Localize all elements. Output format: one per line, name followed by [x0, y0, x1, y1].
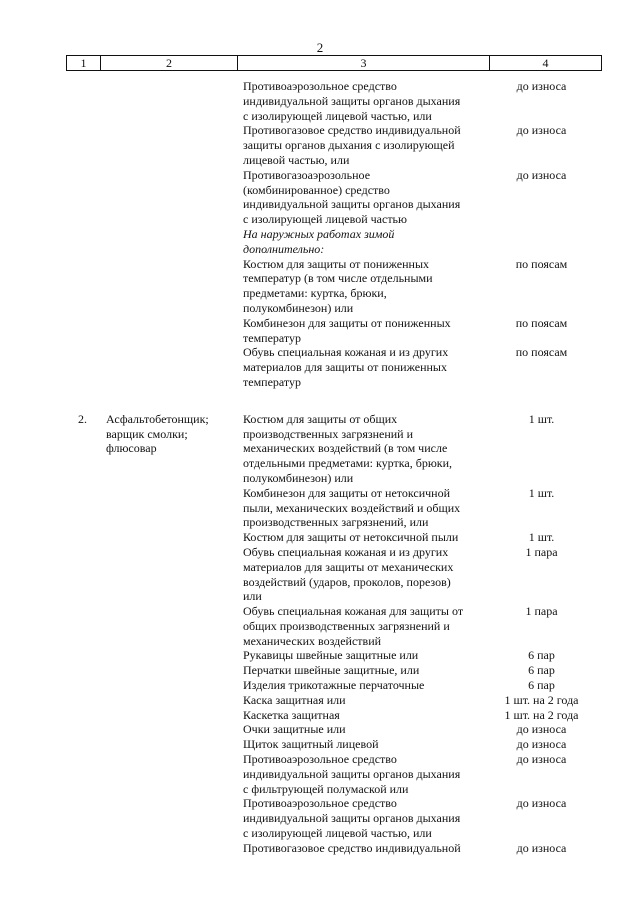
item-name [243, 168, 483, 227]
ppe-item [0, 604, 640, 648]
item-quantity [483, 227, 600, 257]
item-name-line: с изолирующей лицевой частью [243, 212, 407, 227]
ppe-item [0, 257, 640, 316]
item-name-line: Противогазовое средство индивидуальной [243, 123, 461, 138]
item-name-line: Комбинезон для защиты от пониженных [243, 315, 451, 330]
item-name-line: температур [243, 374, 302, 389]
item-name-line: Обувь специальная кожаная и из других [243, 544, 449, 559]
item-quantity: 1 шт. [528, 485, 555, 500]
ppe-item [0, 752, 640, 796]
item-name [243, 257, 483, 316]
item-quantity: 6 пар [528, 648, 555, 663]
item-name-line: защиты органов дыхания с изолирующей [243, 138, 455, 153]
ppe-item [0, 412, 640, 486]
item-name [243, 545, 483, 604]
row-gap [0, 390, 640, 412]
item-quantity: до износа [516, 796, 567, 811]
item-name-line: Очки защитные или [243, 722, 346, 737]
item-quantity: до износа [516, 737, 567, 752]
item-name-line: механических воздействий (в том числе [243, 441, 448, 456]
section-note [243, 227, 483, 257]
ppe-item [0, 796, 640, 840]
item-name [243, 486, 483, 530]
item-name-line: Обувь специальная кожаная и из других [243, 345, 449, 360]
item-name-line: (комбинированное) средство [243, 182, 390, 197]
item-name-line: Рукавицы швейные защитные или [243, 648, 419, 663]
item-name [243, 796, 483, 840]
item-name [243, 123, 483, 167]
profession-line: Асфальтобетонщик; [106, 411, 209, 426]
item-name-line: дополнительно: [243, 241, 325, 256]
item-name [243, 316, 483, 346]
row-number: 2. [78, 411, 87, 426]
table-header [66, 55, 602, 71]
item-name-line: Противогазовое средство индивидуальной [243, 840, 461, 855]
item-quantity: по поясам [515, 315, 568, 330]
profession-line: варщик смолки; [106, 426, 188, 441]
item-quantity: 1 пара [525, 604, 558, 619]
ppe-item [0, 227, 640, 257]
item-quantity: 1 шт. [528, 411, 555, 426]
item-name-line: пыли, механических воздействий и общих [243, 500, 461, 515]
item-name-line: Каскетка защитная [243, 707, 340, 722]
ppe-item [0, 708, 640, 723]
item-name [243, 722, 483, 737]
item-name-line: с изолирующей лицевой частью, или [243, 108, 432, 123]
profession-line: флюсовар [106, 441, 157, 456]
item-quantity: по поясам [515, 345, 568, 360]
item-name-line: Костюм для защиты от общих [243, 411, 398, 426]
item-quantity: до износа [516, 79, 567, 93]
item-name-line: Противоаэрозольное средство [243, 796, 397, 811]
item-quantity: до износа [516, 167, 567, 182]
item-quantity: 6 пар [528, 678, 555, 693]
item-name [243, 737, 483, 752]
item-name-line: предметами: куртка, брюки, [243, 286, 387, 301]
item-name-line: производственных загрязнений, или [243, 515, 429, 530]
ppe-item [0, 737, 640, 752]
item-name-line: Противоаэрозольное средство [243, 752, 397, 767]
ppe-item [0, 530, 640, 545]
item-name-line: индивидуальной защиты органов дыхания [243, 811, 461, 826]
item-name [243, 663, 483, 678]
item-quantity: до износа [516, 840, 567, 855]
table-body [0, 79, 640, 856]
item-name-line: Костюм для защиты от пониженных [243, 256, 430, 271]
item-quantity: до износа [516, 123, 567, 138]
item-name [243, 345, 483, 389]
item-quantity: до износа [516, 722, 567, 737]
ppe-item [0, 168, 640, 227]
item-name-line: индивидуальной защиты органов дыхания [243, 197, 461, 212]
item-name-line: Противоаэрозольное средство [243, 79, 397, 93]
ppe-item [0, 345, 640, 389]
item-name-line: Костюм для защиты от нетоксичной пыли [243, 530, 459, 545]
item-name-line: Каска защитная или [243, 692, 346, 707]
header-col-4: 4 [542, 56, 549, 70]
item-name-line: лицевой частью, или [243, 152, 350, 167]
ppe-item [0, 123, 640, 167]
item-name-line: полукомбинезон) или [243, 470, 354, 485]
item-quantity: 1 шт. [528, 530, 555, 545]
item-name-line: механических воздействий [243, 633, 382, 648]
ppe-item [0, 545, 640, 604]
item-name-line: отдельными предметами: куртка, брюки, [243, 456, 453, 471]
item-name-line: индивидуальной защиты органов дыхания [243, 766, 461, 781]
item-name-line: с изолирующей лицевой частью, или [243, 826, 432, 841]
item-name-line: Комбинезон для защиты от нетоксичной [243, 485, 451, 500]
item-name-line: полукомбинезон) или [243, 300, 354, 315]
header-col-2: 2 [101, 56, 238, 70]
item-name-line: индивидуальной защиты органов дыхания [243, 93, 461, 108]
ppe-item [0, 693, 640, 708]
item-name-line: На наружных работах зимой [243, 226, 395, 241]
table-row [0, 412, 640, 856]
item-name [243, 412, 483, 486]
ppe-item [0, 841, 640, 856]
item-name-line: или [243, 589, 262, 604]
item-name-line: Щиток защитный лицевой [243, 737, 379, 752]
item-name-line: материалов для защиты от пониженных [243, 360, 447, 375]
ppe-item [0, 648, 640, 663]
item-name [243, 678, 483, 693]
item-name [243, 841, 483, 856]
item-name [243, 604, 483, 648]
item-name-line: Перчатки швейные защитные, или [243, 663, 420, 678]
ppe-item [0, 486, 640, 530]
item-quantity: по поясам [515, 256, 568, 271]
item-name [243, 79, 483, 123]
item-quantity: 1 пара [525, 544, 558, 559]
item-name-line: Обувь специальная кожаная для защиты от [243, 604, 464, 619]
profession-cell [106, 412, 236, 456]
item-name-line: Изделия трикотажные перчаточные [243, 678, 425, 693]
item-name-line: производственных загрязнений и [243, 426, 414, 441]
ppe-item [0, 722, 640, 737]
item-name-line: температур (в том числе отдельными [243, 271, 433, 286]
item-name-line: с фильтрующей полумаской или [243, 781, 409, 796]
item-name [243, 752, 483, 796]
item-name [243, 648, 483, 663]
item-quantity: 1 шт. на 2 года [504, 692, 579, 707]
ppe-item [0, 79, 640, 123]
item-quantity: 6 пар [528, 663, 555, 678]
ppe-item [0, 663, 640, 678]
item-quantity: до износа [516, 752, 567, 767]
item-quantity: 1 шт. на 2 года [504, 707, 579, 722]
ppe-item [0, 316, 640, 346]
item-name [243, 530, 483, 545]
header-col-1: 1 [67, 56, 101, 70]
item-name [243, 693, 483, 708]
table-row [0, 79, 640, 390]
item-name-line: температур [243, 330, 302, 345]
header-col-3: 3 [238, 56, 490, 70]
item-name-line: Противогазоаэрозольное [243, 167, 371, 182]
ppe-item [0, 678, 640, 693]
page-number: 2 [316, 40, 324, 55]
item-name-line: воздействий (ударов, проколов, порезов) [243, 574, 451, 589]
item-name-line: материалов для защиты от механических [243, 559, 454, 574]
item-name-line: общих производственных загрязнений и [243, 618, 450, 633]
item-name [243, 708, 483, 723]
